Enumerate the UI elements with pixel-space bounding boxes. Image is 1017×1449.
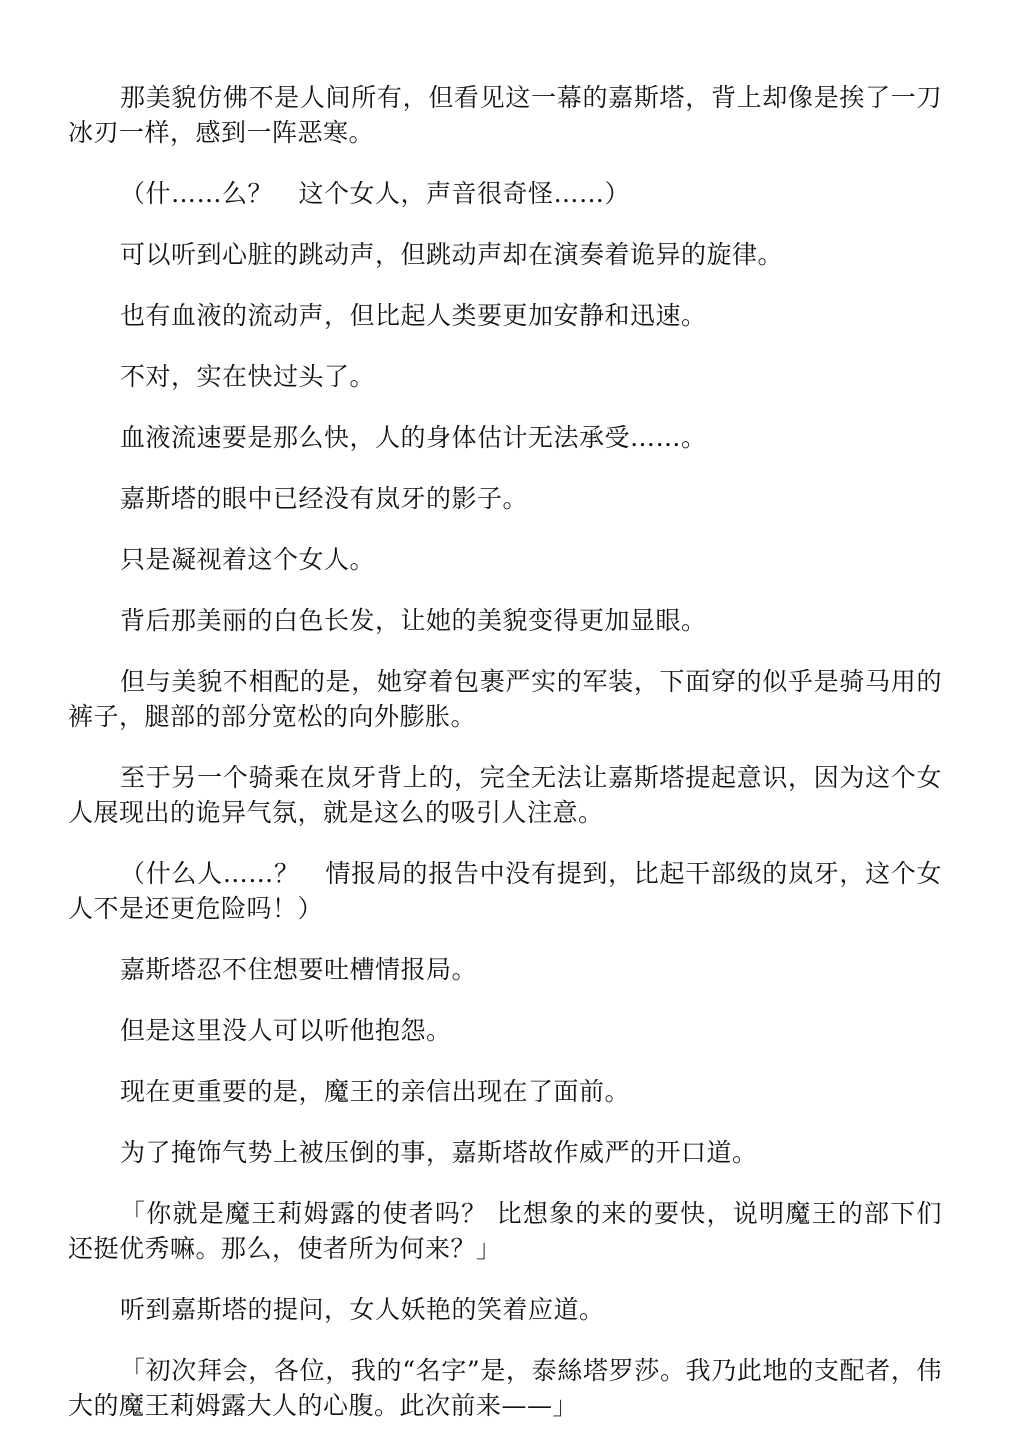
paragraph: 嘉斯塔忍不住想要吐槽情报局。 xyxy=(120,955,478,984)
paragraph: 但与美貌不相配的是，她穿着包裹严实的军装，下面穿的似乎是骑马用的裤子，腿部的部分宽松的向外膨胀。 xyxy=(68,667,942,731)
paragraph: 背后那美丽的白色长发，让她的美貌变得更加显眼。 xyxy=(120,606,707,635)
paragraph: 嘉斯塔的眼中已经没有岚牙的影子。 xyxy=(120,484,529,513)
paragraph: 现在更重要的是，魔王的亲信出现在了面前。 xyxy=(120,1077,631,1106)
paragraph-inner-thought: （什么人……？ 情报局的报告中没有提到，比起干部级的岚牙，这个女人不是还更危险吗！） xyxy=(68,859,942,923)
paragraph: 也有血液的流动声，但比起人类要更加安静和迅速。 xyxy=(120,301,707,330)
paragraph: 至于另一个骑乘在岚牙背上的，完全无法让嘉斯塔提起意识，因为这个女人展现出的诡异气氛，就是这么的吸引人注意。 xyxy=(68,763,942,827)
paragraph-dialogue: 「初次拜会，各位，我的“名字”是，泰絲塔罗莎。我乃此地的支配者，伟大的魔王莉姆露大人的心腹。此次前来——」 xyxy=(68,1356,942,1420)
paragraph: 为了掩饰气势上被压倒的事，嘉斯塔故作威严的开口道。 xyxy=(120,1138,758,1167)
paragraph: 可以听到心脏的跳动声，但跳动声却在演奏着诡异的旋律。 xyxy=(120,240,784,269)
paragraph: 那美貌仿佛不是人间所有，但看见这一幕的嘉斯塔，背上却像是挨了一刀冰刃一样，感到一阵恶寒。 xyxy=(68,83,942,147)
paragraph: 不对，实在快过头了。 xyxy=(120,362,376,391)
document-page xyxy=(68,80,942,1449)
paragraph-inner-thought: （什……么？ 这个女人，声音很奇怪……） xyxy=(120,179,631,208)
paragraph: 但是这里没人可以听他抱怨。 xyxy=(120,1016,452,1045)
paragraph: 听到嘉斯塔的提问，女人妖艳的笑着应道。 xyxy=(120,1295,605,1324)
paragraph: 只是凝视着这个女人。 xyxy=(120,545,376,574)
paragraph: 血液流速要是那么快，人的身体估计无法承受……。 xyxy=(120,423,707,452)
paragraph-dialogue: 「你就是魔王莉姆露的使者吗？ 比想象的来的要快，说明魔王的部下们还挺优秀嘛。那么，使者所为何来？」 xyxy=(68,1199,942,1263)
